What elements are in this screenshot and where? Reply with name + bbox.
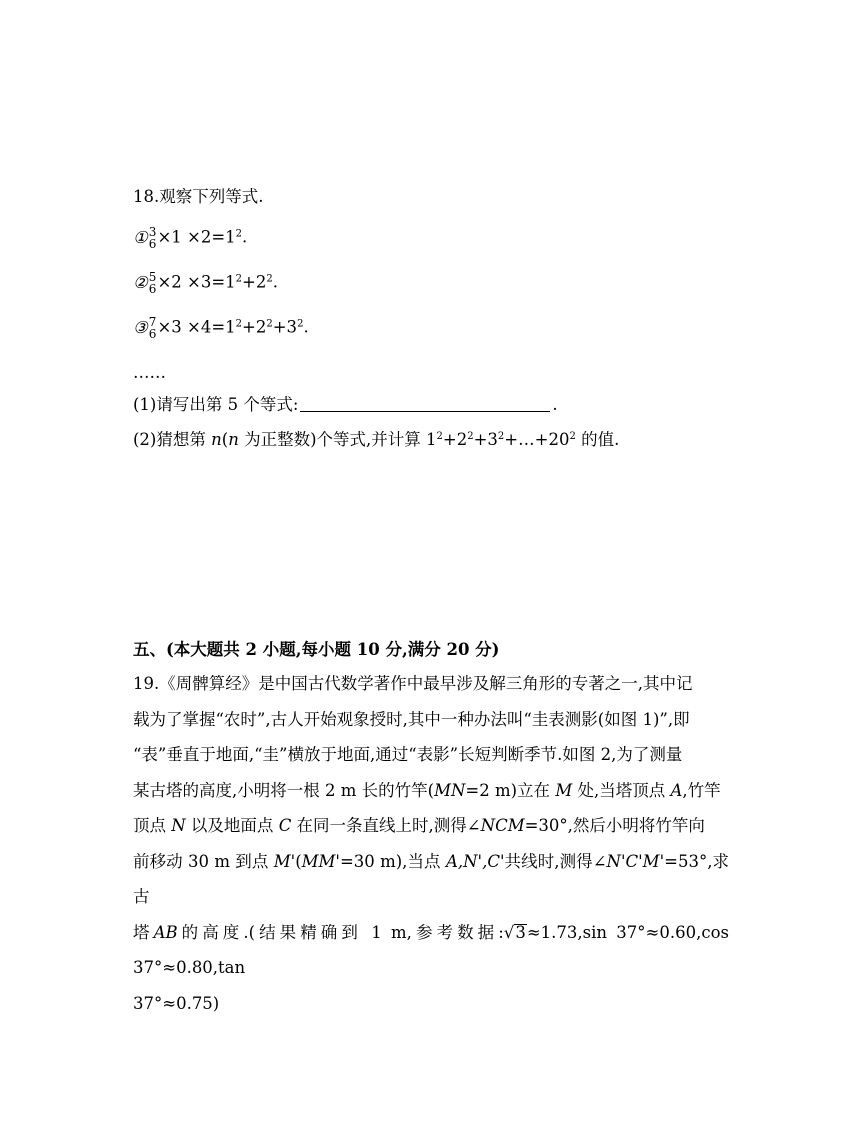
- circled-number-3: ③: [133, 317, 148, 337]
- q18-equation-1: ① 3 6 $\times 1 \times 2=1^2$.: [133, 225, 248, 251]
- q19-line-1: 19.《周髀算经》是中国古代数学著作中最早涉及解三角形的专著之一,其中记: [133, 674, 693, 693]
- q19-line-4: 某古塔的高度,小明将一根 2 m 长的竹竿(MN=2 m)立在 M 处,当塔顶点 A,竹竿: [133, 780, 721, 800]
- q19-line-2: 载为了掌握“农时”,古人开始观象授时,其中一种办法叫“圭表测影(如图 1)”,即: [133, 709, 690, 729]
- q18-part-1: (1)请写出第 5 个等式: .: [133, 395, 558, 414]
- section-heading: 五、(本大题共 2 小题,每小题 10 分,满分 20 分): [133, 640, 500, 659]
- q18-equation-3: ③ 7 6 $\times 3 \times 4=1^2+2^2+3^2$.: [133, 315, 309, 341]
- q19-line-6: 前移动 30 m 到点 M'(MM'=30 m),当点 A,N',C'共线时,测得∠N'C'M'=53°,求古: [133, 851, 730, 906]
- sqrt-radicand: 3: [515, 922, 526, 942]
- circled-number-1: ①: [133, 227, 148, 247]
- answer-blank[interactable]: [300, 397, 550, 412]
- fraction: 7 6: [148, 315, 157, 341]
- q18-ellipsis: ……: [133, 363, 166, 382]
- q19-line-5: 顶点 N 以及地面点 C 在同一条直线上时,测得∠NCM=30°,然后小明将竹竿向: [133, 816, 705, 835]
- q19-line-3: “表”垂直于地面,“圭”横放于地面,通过“表影”长短判断季节.如图 2,为了测量: [133, 745, 683, 764]
- q18-part-2: (2)猜想第 n(n 为正整数)个等式,并计算 $1^2+2^2+3^2+\dots+20^2$ 的值.: [133, 430, 620, 449]
- question-19: [133, 666, 729, 1021]
- q18-title: 18.观察下列等式.: [133, 187, 264, 206]
- fraction: 3 6: [148, 225, 157, 251]
- circled-number-2: ②: [133, 272, 148, 292]
- fraction: 5 6: [148, 270, 157, 296]
- sqrt-symbol: √: [503, 922, 515, 942]
- q18-equation-2: ② 5 6 $\times 2 \times 3=1^2+2^2$.: [133, 270, 278, 296]
- q19-line-8: 37°≈0.75): [133, 993, 220, 1013]
- q19-line-7: 塔AB的高度.(结果精确到 1 m,参考数据:√3≈1.73,sin 37°≈0.60,cos 37°≈0.80,tan: [133, 922, 729, 977]
